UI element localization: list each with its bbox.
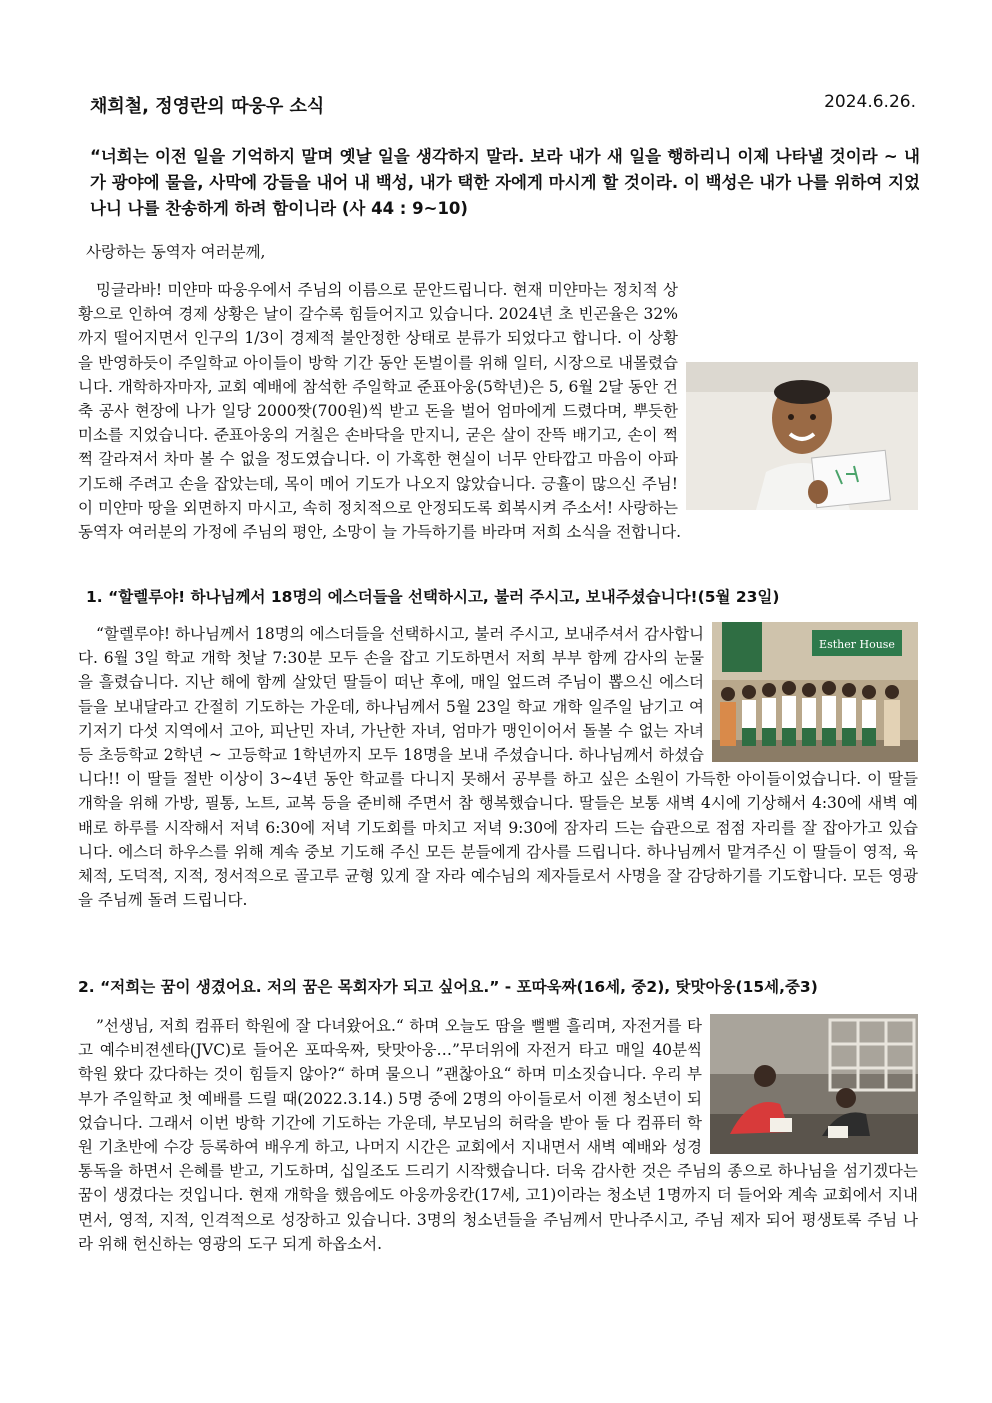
- newsletter-title: 채희철, 정영란의 따웅우 소식: [90, 96, 325, 117]
- teens-photo-illustration: [710, 1014, 918, 1154]
- intro-text: 밍글라바! 미얀마 따웅우에서 주님의 이름으로 문안드립니다. 현재 미얀마는 정치적 상황으로 인하여 경제 상황은 날이 갈수록 힘들어지고 있습니다. 2024년 초 빈곤율은 32%까지 떨어지면서 인구의 1/3이 경제적 불안정한 상태로 분류가 되었다고 합니다. 이 상황을 반영하듯이 주일학교 아이들이 방학 기간 동안 돈벌이를 위해 일터, 시장으로 내몰렸습니다. 개학하자마자, 교회 예배에 참석한 주일학교 준표아웅(5학년)은 5, 6월 2달 동안 건축 공사 현장에 나가 일당 2000짯(700원)씩 받고 돈을 벌어 엄마에게 드렸다며, 뿌듯한 미소를 지었습니다. 준표아웅의 거칠은 손바닥을 만지니, 굳은 살이 잔뜩 배기고, 손이 쩍쩍 갈라져서 차마 볼 수 없을 정도였습니다. 이 가혹한 현실이 너무 안타깝고 마음이 아파 기도해 주려고 손을 잡았는데, 목이 메어 기도가 나오지 않았습니다. 긍휼이 많으신 주님! 이 미얀마 땅을 외면하지 마시고, 속히 정치적으로 안정되도록 회복시켜 주소서! 사랑하는 동역자 여러분의 가정에 주님의 평안, 소망이 늘 가득하기를 바라며 저희 소식을 전합니다.: [78, 281, 682, 542]
- boy-photo-illustration: [686, 362, 918, 510]
- intro-paragraph: [78, 278, 918, 544]
- section2-heading: 2. “저희는 꿈이 생겼어요. 저의 꿈은 목회자가 되고 싶어요.” - 포따욱짜(16세, 중2), 탓맛아웅(15세,중3): [78, 978, 818, 996]
- group-photo-illustration: [712, 622, 918, 762]
- newsletter-date: 2024.6.26.: [824, 92, 916, 112]
- teens-reading-photo: [710, 1014, 918, 1154]
- section1-paragraph: [78, 622, 918, 912]
- esther-house-sign-text: Esther House: [819, 638, 895, 651]
- boy-with-drawing-photo: [686, 362, 918, 510]
- section1-text: “할렐루야! 하나님께서 18명의 에스더들을 선택하시고, 불러 주시고, 보내주셔서 감사합니다. 6월 3일 학교 개학 첫날 7:30분 모두 손을 잡고 기도하면서 저희 부부 함께 감사의 눈물을 흘렸습니다. 지난 해에 함께 살았던 딸들이 떠난 후에, 매일 엎드려 주님이 뽑으신 에스더들을 보내달라고 간절히 기도하는 가운데, 하나님께서 5월 23일 학교 개학 일주일 남기고 여기저기 다섯 지역에서 고아, 피난민 자녀, 가난한 자녀, 엄마가 맹인이어서 돌볼 수 없는 자녀 등 초등학교 2학년 ~ 고등학교 1학년까지 모두 18명을 보내 주셨습니다. 하나님께서 하셨습니다!! 이 딸들 절반 이상이 3~4년 동안 학교를 다니지 못해서 공부를 하고 싶은 소원이 가득한 아이들이었습니다. 이 딸들 개학을 위해 가방, 필통, 노트, 교복 등을 준비해 주면서 참 행복했습니다. 딸들은 보통 새벽 4시에 기상해서 4:30에 새벽 예배로 하루를 시작해서 저녁 6:30에 저녁 기도회를 마치고 저녁 9:30에 잠자리 드는 습관으로 점점 자리를 잘 잡아가고 있습니다. 에스더 하우스를 위해 계속 중보 기도해 주신 모든 분들에게 감사를 드립니다. 하나님께서 맡겨주신 이 딸들이 영적, 육체적, 도덕적, 지적, 정서적으로 골고루 균형 있게 잘 자라 예수님의 제자들로서 사명을 잘 감당하기를 기도합니다. 모든 영광을 주님께 돌려 드립니다.: [78, 625, 918, 910]
- greeting: 사랑하는 동역자 여러분께,: [86, 243, 266, 261]
- section1-heading: 1. “할렐루야! 하나님께서 18명의 에스더들을 선택하시고, 불러 주시고, 보내주셨습니다!(5월 23일): [86, 588, 780, 606]
- scripture-verse: “너희는 이전 일을 기억하지 말며 옛날 일을 생각하지 말라. 보라 내가 새 일을 행하리니 이제 나타낼 것이라 ~ 내가 광야에 물을, 사막에 강들을 내어 내 백성, 내가 택한 자에게 마시게 할 것이라. 이 백성은 내가 나를 위하여 지었나니 나를 찬송하게 하려 함이니라 (사 44 : 9~10): [90, 147, 920, 218]
- section2-text: ”선생님, 저희 컴퓨터 학원에 잘 다녀왔어요.“ 하며 오늘도 땀을 뻘뻘 흘리며, 자전거를 타고 예수비젼센타(JVC)로 들어온 포따욱짜, 탓맛아웅…”무더위에 자전거 타고 매일 40분씩 학원 왔다 갔다하는 것이 힘들지 않아?“ 하며 물으니 ”괜찮아요“ 하며 미소짓습니다. 우리 부부가 주일학교 첫 예배를 드릴 때(2022.3.14.) 5명 중에 2명의 아이들로서 이젠 청소년이 되었습니다. 그래서 이번 방학 기간에 기도하는 가운데, 부모님의 허락을 받아 둘 다 컴퓨터 학원 기초반에 수강 등록하여 배우게 하고, 나머지 시간은 교회에서 지내면서 새벽 예배와 성경 통독을 하면서 은혜를 받고, 기도하며, 십일조도 드리기 시작했습니다. 더욱 감사한 것은 주님의 종으로 하나님을 섬기겠다는 꿈이 생겼다는 것입니다. 현재 개학을 했음에도 아웅까웅칸(17세, 고1)이라는 청소년 1명까지 더 들어와 계속 교회에서 지내면서, 영적, 지적, 인격적으로 성장하고 있습니다. 3명의 청소년들을 주님께서 만나주시고, 주님 제자 되어 평생토록 주님 나라 위해 헌신하는 영광의 도구 되게 하옵소서.: [78, 1017, 918, 1253]
- section2-paragraph: [78, 1014, 918, 1256]
- esther-house-group-photo: [712, 622, 918, 762]
